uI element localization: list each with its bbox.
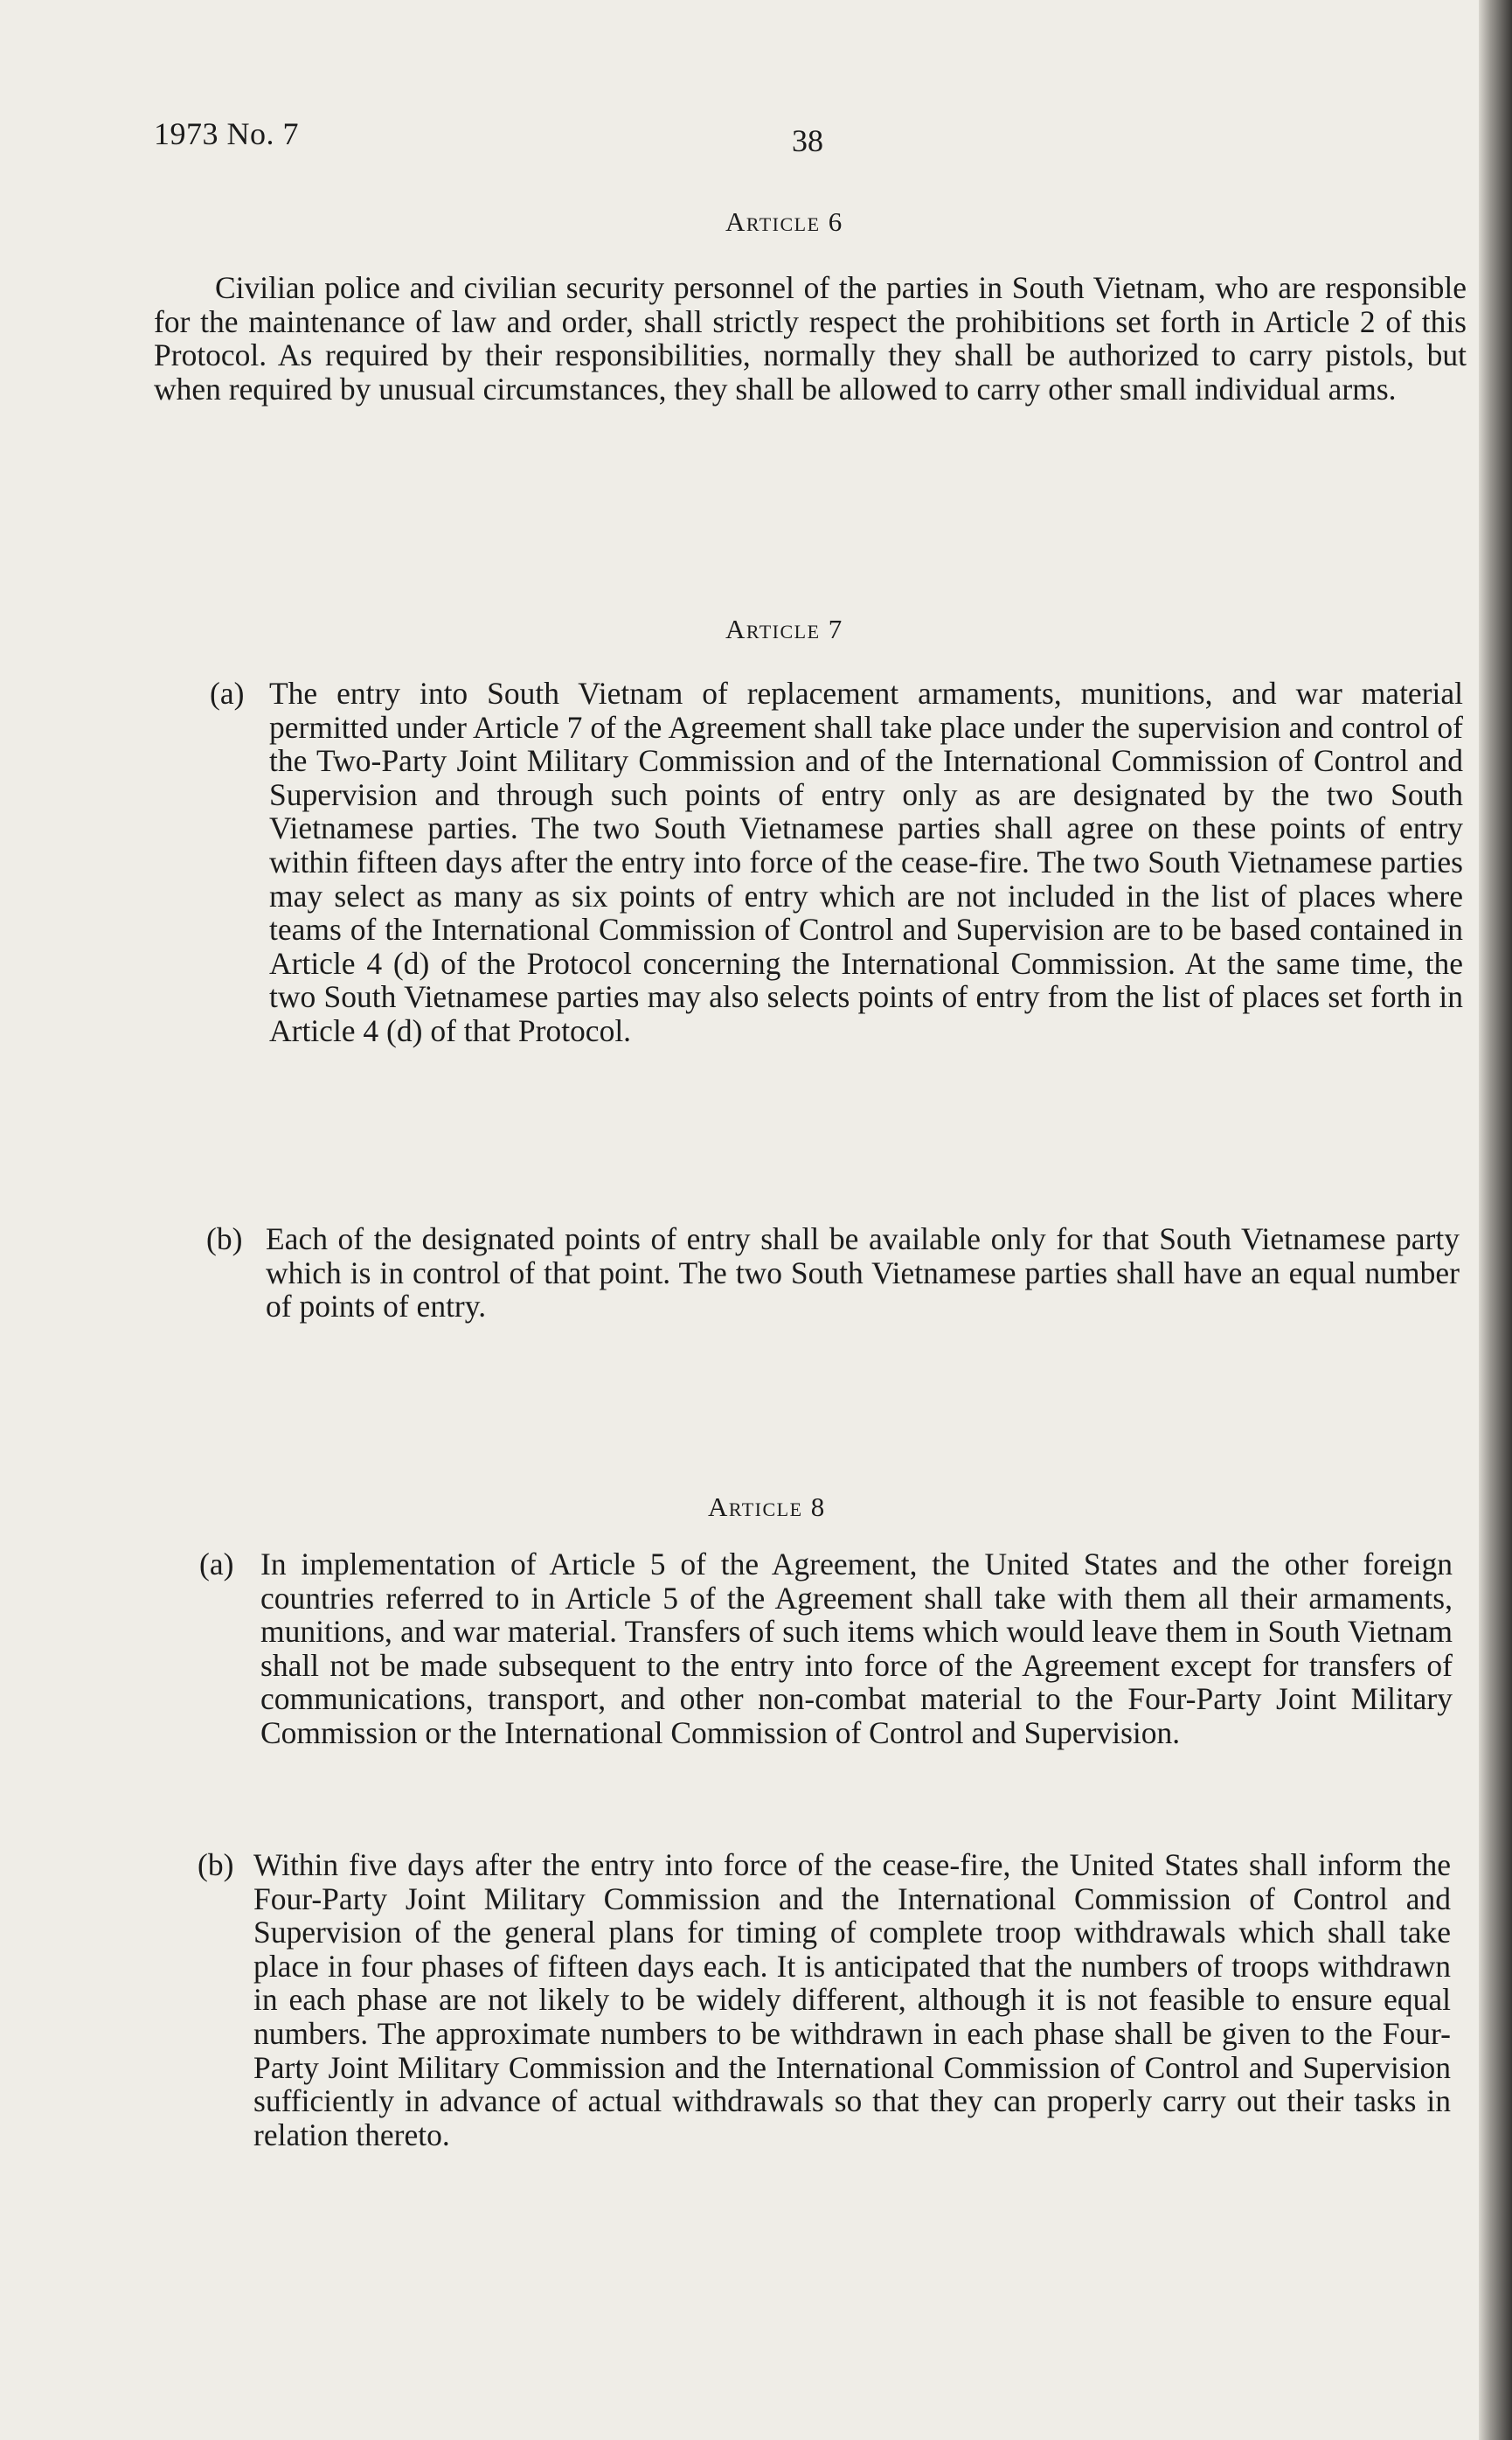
- item-text: Within five days after the entry into force of the cease-fire, the United States shall inform the Four-Party Joint Military Commission and the International Commission of Control and Supervision of the general plans for timing of complete troop withdrawals which shall take place in four phases of fifteen days each. It is anticipated that the numbers of troops withdrawn in each phase are not likely to be widely different, although it is not feasible to ensure equal numbers. The approximate numbers to be withdrawn in each phase shall be given to the Four-Party Joint Military Commission and the International Commission of Control and Supervision sufficiently in advance of actual withdrawals so that they can properly carry out their tasks in relation thereto.: [253, 1847, 1451, 2152]
- year-and-number: 1973 No. 7: [154, 116, 299, 151]
- article-7-item-a: [210, 677, 1463, 1048]
- article-8-heading: Article 8: [708, 1491, 826, 1522]
- item-text: In implementation of Article 5 of the Agreement, the United States and the other foreign countries referred to in Article 5 of the Agreement shall take with them all their armaments, munitions, and war material. Transfers of such items which would leave them in South Vietnam shall not be made subsequent to the entry into force of the Agreement except for transfers of communications, transport, and other non-combat material to the Four-Party Joint Military Commission or the International Commission of Control and Supervision.: [260, 1547, 1453, 1750]
- item-marker: (b): [198, 1847, 234, 1882]
- item-marker: (a): [210, 676, 245, 711]
- item-text: The entry into South Vietnam of replacement armaments, munitions, and war material permitted under Article 7 of the Agreement shall take place under the supervision and control of the Two-Party Joint Military Commission and of the International Commission of Control and Supervision and through such points of entry only as are designated by the two South Vietnamese parties. The two South Vietnamese parties shall agree on these points of entry within fifteen days after the entry into force of the cease-fire. The two South Vietnamese parties may select as many as six points of entry which are not included in the list of places where teams of the International Commission of Control and Supervision are to be based contained in Article 4 (d) of the Protocol concerning the International Commission. At the same time, the two South Vietnamese parties may also selects points of entry from the list of places set forth in Article 4 (d) of that Protocol.: [269, 676, 1463, 1048]
- page-binding-edge: [1479, 0, 1512, 2440]
- item-marker: (b): [206, 1221, 243, 1256]
- page-number: 38: [792, 123, 823, 158]
- item-marker: (a): [199, 1547, 234, 1581]
- article-6-heading: Article 6: [725, 206, 843, 237]
- article-8-item-a: [199, 1547, 1453, 1750]
- article-7-item-b: [206, 1222, 1460, 1324]
- item-text: Each of the designated points of entry shall be available only for that South Vietnamese party which is in control of that point. The two South Vietnamese parties shall have an equal number of points of entry.: [266, 1221, 1460, 1324]
- article-8-item-b: [198, 1848, 1451, 2152]
- article-6-paragraph: Civilian police and civilian security personnel of the parties in South Vietnam, who are responsible for the maintenance of law and order, shall strictly respect the prohibitions set forth in Article 2 of this Protocol. As required by their responsibilities, normally they shall be authorized to carry pistols, but when required by unusual circumstances, they shall be allowed to carry other small individual arms.: [154, 270, 1467, 407]
- article-7-heading: Article 7: [725, 614, 843, 644]
